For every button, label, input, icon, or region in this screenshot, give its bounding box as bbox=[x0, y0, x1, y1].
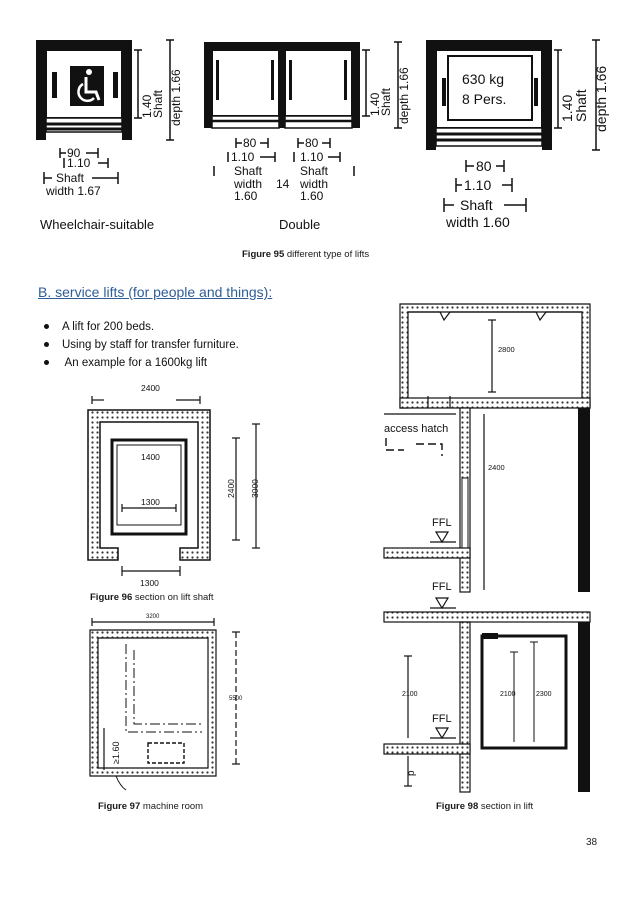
lift1-shaft-width: width 1.67 bbox=[46, 184, 101, 198]
lift2-left-160: 1.60 bbox=[234, 189, 258, 203]
lift2-right-160: 1.60 bbox=[300, 189, 324, 203]
lift3-persons: 8 Pers. bbox=[462, 91, 507, 107]
lift3-shaft-depth: depth 1.66 bbox=[593, 65, 609, 132]
figure-97-caption-text: machine room bbox=[140, 801, 204, 812]
lift3-width-110: 1.10 bbox=[464, 177, 492, 193]
section-heading: B. service lifts (for people and things): bbox=[38, 284, 273, 300]
lift2-left-width: width bbox=[234, 177, 263, 191]
lift1-width-110: 1.10 bbox=[67, 156, 91, 170]
fig98-car-height-2: 2300 bbox=[536, 691, 552, 698]
fig98-shaft-dim: 2400 bbox=[488, 463, 505, 472]
fig98-door-height: 2100 bbox=[402, 691, 418, 698]
fig98-shaft-lower bbox=[384, 581, 590, 792]
fig98-ffl-3: FFL bbox=[432, 713, 452, 725]
lift2-left-shaft: Shaft bbox=[234, 164, 263, 178]
lift1-shaft: Shaft bbox=[151, 89, 165, 118]
fig98-access-hatch-label: access hatch bbox=[384, 423, 449, 435]
figure-97-caption-label: Figure 97 bbox=[98, 801, 141, 812]
fig96-bottom-dim: 1300 bbox=[140, 578, 159, 588]
figure-96-caption-text: section on lift shaft bbox=[132, 592, 214, 603]
lift2-shaft-depth: depth 1.66 bbox=[397, 67, 411, 124]
lift2-left-110: 1.10 bbox=[231, 150, 255, 164]
lift2-left-door: 80 bbox=[243, 136, 257, 150]
lift2-right-shaft: Shaft bbox=[300, 164, 329, 178]
lift1-door-90: 90 bbox=[67, 146, 81, 160]
bullet-text: Using by staff for transfer furniture. bbox=[62, 339, 239, 351]
lift1-label: Wheelchair-suitable bbox=[40, 217, 155, 232]
lift2-gap: 14 bbox=[276, 177, 290, 191]
fig98-machine-room bbox=[400, 304, 590, 408]
figure-95-caption-text: different type of lifts bbox=[284, 249, 370, 260]
lift2-right-width: width bbox=[300, 177, 329, 191]
fig98-ffl-2: FFL bbox=[432, 581, 452, 593]
fig97-top-dim: 3200 bbox=[146, 614, 160, 620]
fig98-ffl-1: FFL bbox=[432, 517, 452, 529]
lift1-shaft-label: Shaft bbox=[56, 171, 85, 185]
lift3-capacity: 630 kg bbox=[462, 71, 505, 87]
figure-96-caption-label: Figure 96 bbox=[90, 592, 133, 603]
fig98-shaft-upper bbox=[384, 408, 590, 592]
fig97-side-dim: 5500 bbox=[229, 696, 243, 702]
lift2-depth-140: 1.40 bbox=[368, 92, 382, 116]
lift1-depth-140: 1.40 bbox=[140, 94, 154, 118]
fig96-inner-depth: 1400 bbox=[141, 452, 160, 462]
figure-98-caption bbox=[436, 801, 533, 812]
lift1-shaft-depth: depth 1.66 bbox=[169, 69, 183, 126]
page-number: 38 bbox=[586, 837, 598, 848]
fig96-top-dim: 2400 bbox=[141, 383, 160, 393]
fig98-machine-height: 2800 bbox=[498, 345, 515, 354]
figure-98-caption-text: section in lift bbox=[478, 801, 534, 812]
figure-98-caption-label: Figure 98 bbox=[436, 801, 479, 812]
fig96-side-dim-1: 2400 bbox=[226, 479, 236, 498]
lift2-right-door: 80 bbox=[305, 136, 319, 150]
fig96-side-dim-2: 3000 bbox=[250, 479, 260, 498]
lift2-label: Double bbox=[279, 217, 321, 232]
bullet-text: An example for a 1600kg lift bbox=[62, 357, 208, 369]
lift3-depth-140: 1.40 bbox=[559, 94, 575, 122]
fig97-height-dim: ≥1.60 bbox=[111, 741, 121, 764]
lift3-shaft-label: Shaft bbox=[460, 197, 493, 213]
figure-95-caption-label: Figure 95 bbox=[242, 249, 285, 260]
fig98-car-height: 2100 bbox=[500, 691, 516, 698]
lift3-shaft-width: width 1.60 bbox=[446, 214, 510, 230]
lift3-shaft: Shaft bbox=[573, 89, 589, 122]
lift3-door-80: 80 bbox=[476, 158, 492, 174]
fig96-inner-width: 1300 bbox=[141, 497, 160, 507]
lift2-right-110: 1.10 bbox=[300, 150, 324, 164]
bullet-text: A lift for 200 beds. bbox=[62, 321, 155, 333]
lift2-shaft: Shaft bbox=[379, 87, 393, 116]
fig98-pit-label: p bbox=[406, 770, 417, 776]
